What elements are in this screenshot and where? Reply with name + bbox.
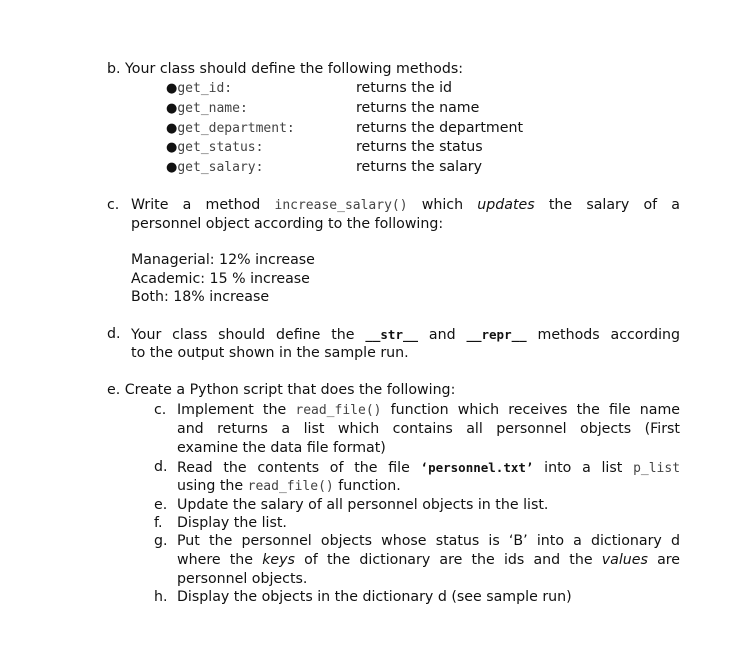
bullet-icon: ●	[166, 81, 178, 96]
subitem-d-label: d.	[154, 459, 168, 475]
rate-both: Both: 18% increase	[131, 289, 270, 305]
subitem-g-line1: Put the personnel objects whose status is ‘B’ into a dictionary d	[177, 533, 680, 549]
method-get-department	[166, 119, 295, 138]
method-name: get_name:	[177, 101, 248, 116]
text: of the dictionary are the ids and the	[304, 552, 593, 568]
text: the salary of a	[548, 197, 681, 213]
text: where the	[177, 552, 254, 568]
method-get-id	[166, 79, 232, 98]
section-d-line1	[131, 325, 680, 345]
subitem-d-line1	[177, 458, 680, 478]
emphasis-updates: updates	[477, 197, 535, 213]
method-name: get_id:	[177, 81, 233, 96]
subitem-c-line3: examine the data file format)	[177, 440, 386, 456]
text: using the	[177, 478, 244, 494]
method-desc: returns the department	[356, 120, 524, 136]
method-desc: returns the id	[356, 80, 453, 96]
text: into a list	[544, 460, 623, 476]
section-b-label: b.	[107, 61, 121, 77]
method-get-salary	[166, 158, 263, 177]
subitem-e-label: e.	[154, 497, 168, 513]
subitem-d-line2	[177, 477, 401, 496]
subitem-c-label: c.	[154, 402, 167, 418]
text: Your class should define the	[131, 327, 355, 343]
section-e	[107, 381, 455, 400]
bullet-icon: ●	[166, 101, 178, 116]
text: Write a method	[131, 197, 261, 213]
section-b	[107, 60, 463, 79]
subitem-g-line2	[177, 551, 680, 570]
rate-managerial: Managerial: 12% increase	[131, 252, 315, 268]
section-d-line2: to the output shown in the sample run.	[131, 345, 409, 361]
text: which	[421, 197, 464, 213]
emphasis-keys: keys	[262, 552, 295, 568]
subitem-e-text: Update the salary of all personnel objects in the list.	[177, 497, 549, 513]
subitem-g-line3: personnel objects.	[177, 571, 308, 587]
code-p-list: p_list	[633, 461, 681, 476]
subitem-g-label: g.	[154, 533, 168, 549]
rate-academic: Academic: 15 % increase	[131, 271, 310, 287]
bullet-icon: ●	[166, 140, 178, 155]
subitem-f-label: f.	[154, 515, 163, 531]
section-e-text: Create a Python script that does the following:	[124, 382, 456, 398]
text: are	[657, 552, 681, 568]
method-name: get_salary:	[177, 160, 264, 175]
emphasis-values: values	[601, 552, 648, 568]
subitem-c-line1	[177, 401, 680, 420]
text: Implement the	[177, 402, 287, 418]
code-personnel-txt: ‘personnel.txt’	[420, 460, 534, 475]
code-repr: __repr__	[466, 327, 527, 342]
section-c-label: c.	[107, 197, 120, 213]
section-d-label: d.	[107, 326, 121, 342]
text: function which receives the file name	[390, 402, 681, 418]
method-name: get_department:	[177, 121, 295, 136]
code-str: __str__	[365, 327, 419, 342]
section-c-line2: personnel object according to the following:	[131, 216, 444, 232]
subitem-h-text: Display the objects in the dictionary d (see sample run)	[177, 589, 572, 605]
method-get-status	[166, 138, 263, 157]
bullet-icon: ●	[166, 121, 178, 136]
method-desc: returns the salary	[356, 159, 483, 175]
text: and	[428, 327, 456, 343]
method-desc: returns the status	[356, 139, 483, 155]
subitem-c-line2: and returns a list which contains all personnel objects (First	[177, 421, 680, 437]
text: methods according	[537, 327, 681, 343]
method-get-name	[166, 99, 248, 118]
text: function.	[338, 478, 401, 494]
method-name: get_status:	[177, 140, 264, 155]
text: Read the contents of the file	[177, 460, 410, 476]
subitem-f-text: Display the list.	[177, 515, 287, 531]
section-e-label: e.	[107, 382, 121, 398]
bullet-icon: ●	[166, 160, 178, 175]
section-c-line1	[131, 196, 680, 215]
subitem-h-label: h.	[154, 589, 168, 605]
section-b-text: Your class should define the following methods:	[125, 61, 464, 77]
code-read-file: read_file()	[295, 403, 382, 418]
code-read-file: read_file()	[247, 479, 334, 494]
method-desc: returns the name	[356, 100, 480, 116]
code-increase-salary: increase_salary()	[274, 198, 408, 213]
